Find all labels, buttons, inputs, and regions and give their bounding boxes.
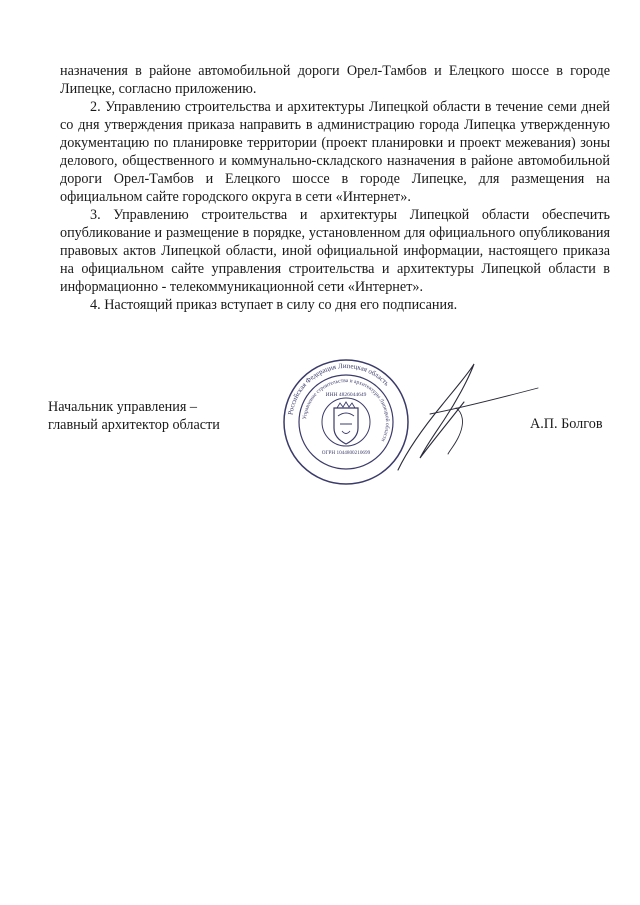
- seal-inn: ИНН 4826044649: [325, 392, 367, 398]
- paragraph-1: назначения в районе автомобильной дороги Орел-Тамбов и Елецкого шоссе в городе Липецке, согласно приложению.: [60, 63, 610, 97]
- coat-of-arms-icon: [334, 402, 358, 444]
- signatory-name: А.П. Болгов: [530, 416, 603, 432]
- handwritten-signature: [370, 350, 540, 485]
- document-body: [60, 62, 610, 314]
- position-line-1: Начальник управления –: [48, 399, 198, 415]
- paragraph-3: 3. Управлению строительства и архитектуры Липецкой области обеспечить опубликование и размещение в порядке, установленном для официального опубликования правовых актов Липецкой области, иной официальной информации, настоящего приказа на официальном сайте управления строительства и архитектуры Липецкой области в информационно - телекоммуникационной сети «Интернет».: [60, 207, 610, 295]
- signatory-position: [48, 398, 220, 434]
- seal-outer-text: Российская Федерация Липецкая область: [286, 361, 391, 416]
- paragraph-4: 4. Настоящий приказ вступает в силу со дня его подписания.: [90, 297, 458, 313]
- seal-ogrn: ОГРН 1044800210699: [321, 450, 371, 456]
- seal-inner-text: Управление строительства и архитектуры Липецкой области: [302, 377, 391, 443]
- position-line-2: главный архитектор области: [48, 417, 220, 433]
- paragraph-2: 2. Управлению строительства и архитектуры Липецкой области в течение семи дней со дня утверждения приказа направить в администрацию города Липецка утвержденную документацию по планировке территории (проект планировки и проект межевания) зоны делового, общественного и коммунально-складского назначения в районе автомобильной дороги Орел-Тамбов и Елецкого шоссе в городе Липецке, для размещения на официальном сайте городского округа в сети «Интернет».: [60, 99, 610, 205]
